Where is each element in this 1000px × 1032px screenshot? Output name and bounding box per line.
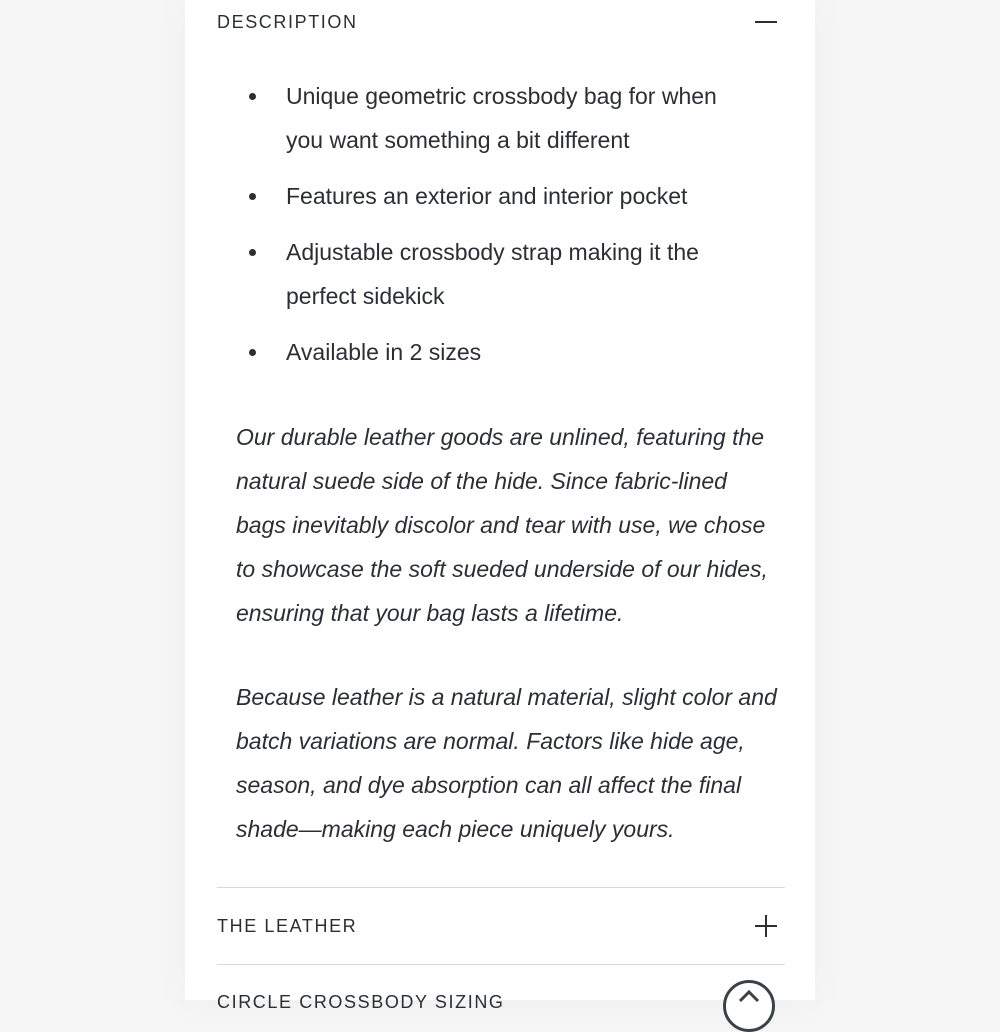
divider xyxy=(217,887,785,888)
bullet-icon xyxy=(249,193,256,200)
list-item: Features an exterior and interior pocket xyxy=(237,174,757,218)
description-paragraph-lining: Our durable leather goods are unlined, featuring the natural suede side of the hide. Since fabric-lined bags inevitably discolor and tear with use, we chose to showcase the soft sueded underside of our hides, ensuring that your bag lasts a lifetime. xyxy=(236,424,768,626)
section-title-leather: THE LEATHER xyxy=(217,915,358,936)
accordion-header-leather[interactable] xyxy=(217,906,785,946)
accordion-header-description[interactable] xyxy=(217,2,785,42)
list-item: Adjustable crossbody strap making it the perfect sidekick xyxy=(237,230,757,318)
bullet-icon xyxy=(249,249,256,256)
scroll-to-top-button[interactable] xyxy=(723,980,775,1032)
description-paragraph-variation: Because leather is a natural material, slight color and batch variations are normal. Factors like hide age, season, and dye absorption can all affect the final shade—making each piece uniquely yours. xyxy=(236,684,777,842)
section-title-description: DESCRIPTION xyxy=(217,11,358,32)
product-details-panel xyxy=(185,0,815,1012)
chevron-up-icon xyxy=(738,989,760,1003)
feature-list xyxy=(237,74,757,386)
plus-icon[interactable] xyxy=(755,915,777,937)
section-title-sizing: CIRCLE CROSSBODY SIZING xyxy=(217,991,505,1012)
divider xyxy=(217,964,785,965)
bullet-icon xyxy=(249,93,256,100)
bullet-icon xyxy=(249,349,256,356)
list-item: Unique geometric crossbody bag for when you want something a bit different xyxy=(237,74,757,162)
accordion-header-sizing[interactable] xyxy=(217,982,785,1022)
minus-icon[interactable] xyxy=(755,11,777,33)
list-item: Available in 2 sizes xyxy=(237,330,757,374)
